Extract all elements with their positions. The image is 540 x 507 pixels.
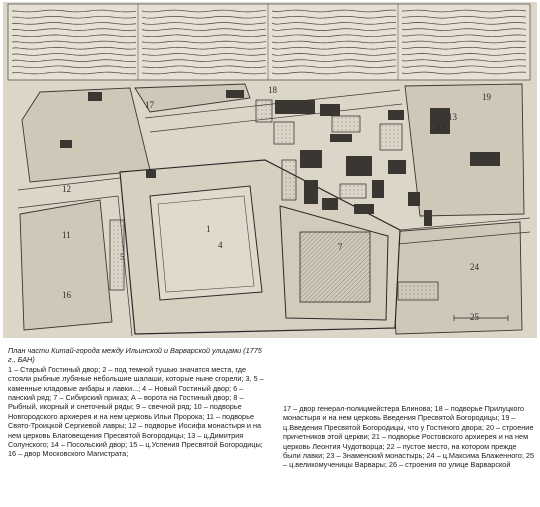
- map-label: 11: [62, 230, 71, 240]
- map-label: 18: [268, 85, 277, 95]
- map-label: 7: [338, 242, 343, 252]
- caption-left-column: [8, 346, 270, 459]
- map-label: 24: [470, 262, 479, 272]
- map-label: 19: [482, 92, 491, 102]
- map-label: 1: [206, 224, 211, 234]
- caption-title: План части Китай-города между Ильинской и Варварской улицами (1775 г., БАН): [8, 346, 262, 365]
- caption-legend-right: 17 – двор генерал-полицмейстера Блинова; 18 – подворье Прилуцкого монастыря и на нем церковь Введения Пресвятой Богородицы; 19 – ц.Введения Пресвятой Богородицы, что у Гостиного двора; 20 – строение причетников этой церкви; 21 – подворье Ростовского архиерея и на нем церковь Леонтия Чудотворца; 22 – пустое место, на котором прежде были лавки; 23 – Знаменский монастырь; 24 – ц.Максима Блаженного; 25 – ц.великомученицы Варвары; 26 – строения по улице Варварской: [283, 404, 535, 470]
- caption-legend-left: 1 – Старый Гостиный двор; 2 – под темной тушью значатся места, где стояли рыбные лубяные небольшие шалаши, которые ныне сгорели; 3, 5 – каменные кладовые анбары и лавки...; 4 – Новый Гостиный двор; 6 – панский ряд; 7 – Сибирский приказ; А – ворота на Гостиный двор; 8 – Рыбный, икорный и снеточный ряды; 9 – свечной ряд; 10 – подворье Новгородского архиерея и на нем церковь Ильи Пророка; 11 – подворье Свято-Троицкой Сергиевой лавры; 12 – подворье Иосифа монастыря и на нем церковь Благовещения Пресвятой Богородицы; 13 – ц.Димитрия Солунского; 14 – Посольский двор; 15 – ц.Успения Пресвятой Богородицы; 16 – двор Московского Магистрата;: [8, 364, 264, 459]
- caption-right-column: [283, 404, 535, 470]
- map-label: 17: [145, 100, 154, 110]
- map-label: 5: [120, 252, 125, 262]
- map-label: 12: [62, 184, 71, 194]
- map-label: 16: [62, 290, 71, 300]
- handwritten-legend: [8, 4, 530, 80]
- map-label: 23: [436, 122, 445, 132]
- map-label: 4: [218, 240, 223, 250]
- map-label: 13: [448, 112, 457, 122]
- map-label: 25: [470, 312, 479, 322]
